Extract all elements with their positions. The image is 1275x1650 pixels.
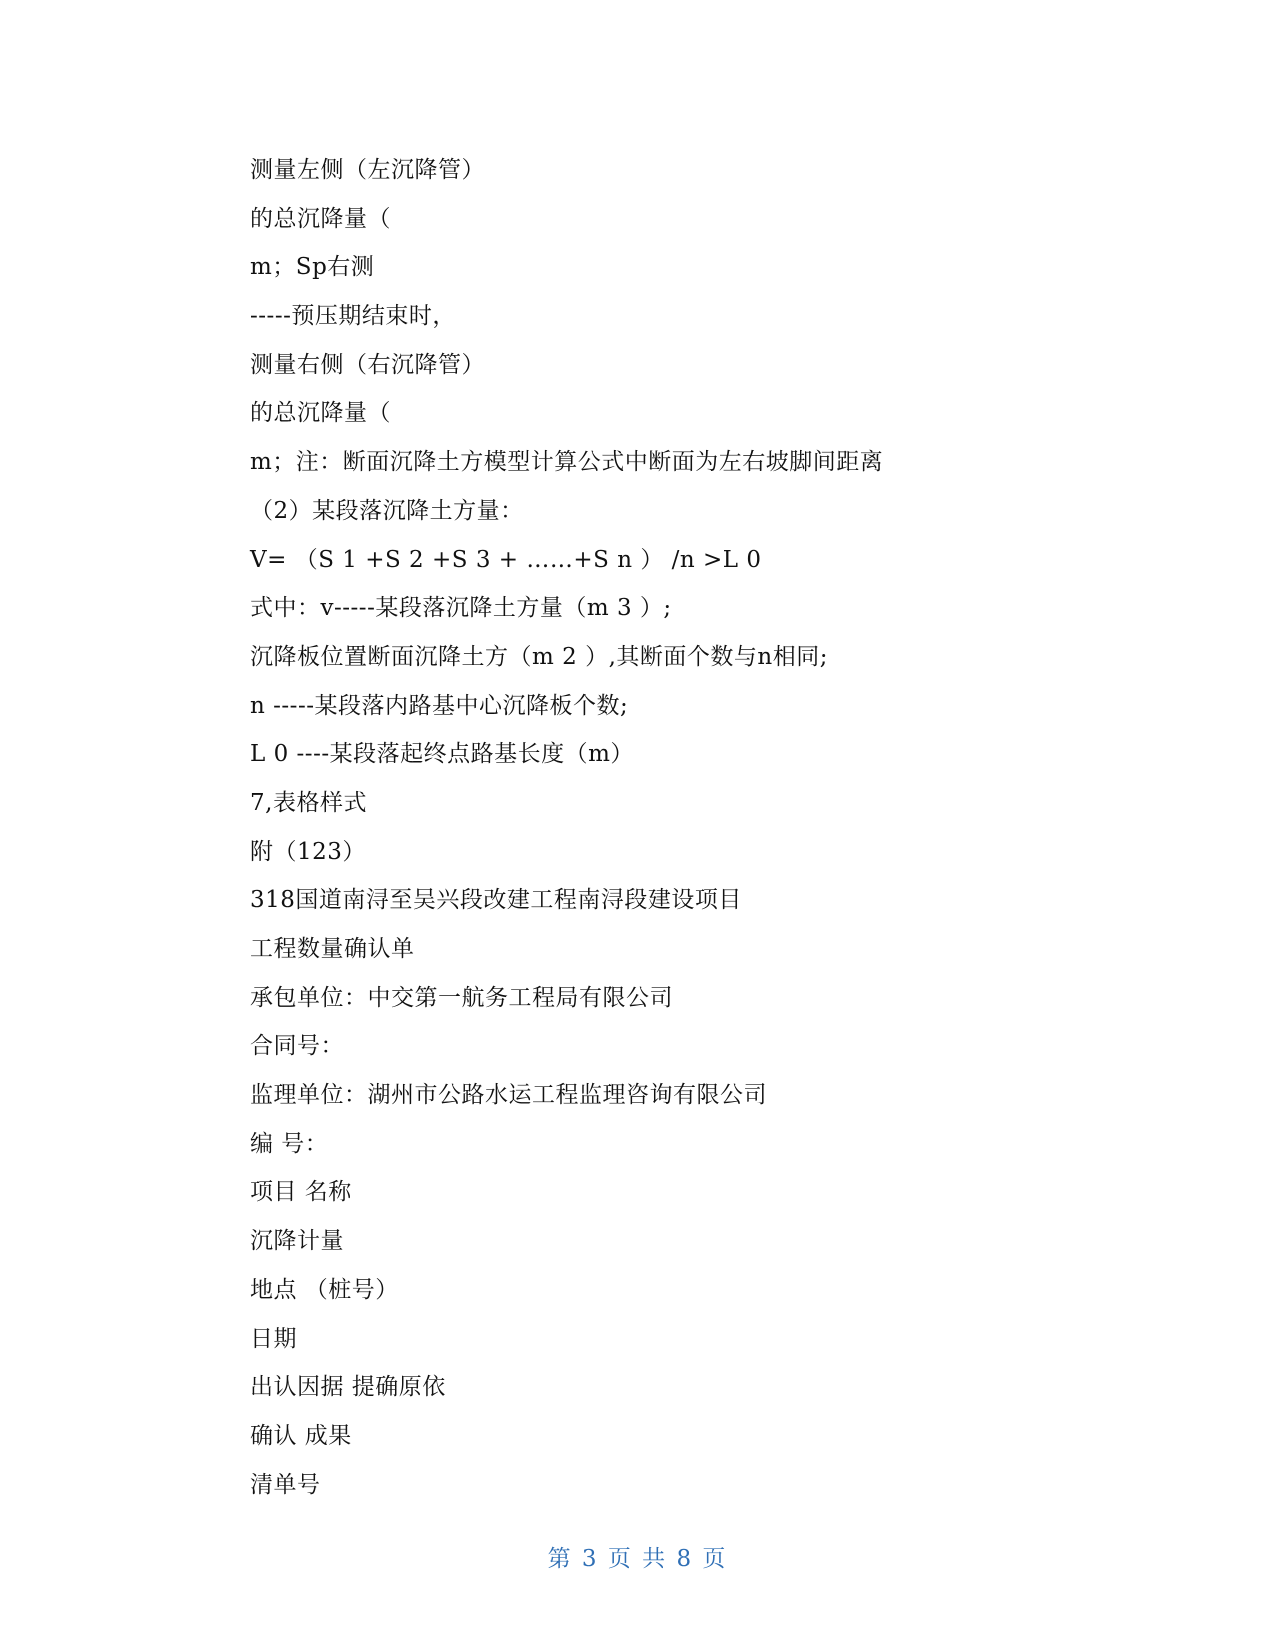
section-heading: 7,表格样式 [250, 789, 367, 816]
text-line: L 0 ----某段落起终点路基长度（m） [250, 741, 634, 768]
text-line: 测量左侧（左沉降管） [250, 157, 485, 183]
page-number-footer: 第 3 页 共 8 页 [547, 1546, 728, 1572]
text-line: 日期 [250, 1325, 297, 1352]
text-line: 确认 成果 [250, 1422, 352, 1449]
text-line: 沉降计量 [250, 1228, 344, 1255]
text-line: 测量右侧（右沉降管） [250, 351, 485, 378]
text-line: 清单号 [250, 1471, 321, 1498]
serial-number-line: 编 号： [250, 1130, 329, 1157]
contractor-line: 承包单位：中交第一航务工程局有限公司 [250, 984, 673, 1011]
contract-number-line: 合同号： [250, 1033, 344, 1060]
text-line: 项目 名称 [250, 1179, 352, 1206]
text-line: m；注：断面沉降土方模型计算公式中断面为左右坡脚间距离 [250, 449, 884, 476]
text-line: m；Sp右测 [250, 254, 375, 281]
text-line: 式中：v-----某段落沉降土方量（m 3 ）; [250, 595, 672, 622]
form-title: 工程数量确认单 [250, 936, 415, 962]
text-line: -----预压期结束时， [250, 303, 456, 330]
formula-line: V= （S 1 +S 2 +S 3 + ……+S n ） /n >L 0 [250, 546, 762, 573]
document-body [250, 146, 1050, 1509]
text-line: 沉降板位置断面沉降土方（m 2 ）,其断面个数与n相同; [250, 643, 828, 670]
text-line: n -----某段落内路基中心沉降板个数; [250, 692, 629, 719]
text-line: 的总沉降量（ [250, 400, 391, 427]
text-line: （2）某段落沉降土方量： [250, 497, 524, 524]
text-line: 地点 （桩号） [250, 1276, 399, 1303]
text-line: 出认因据 提确原依 [250, 1374, 446, 1401]
text-line: 附（123） [250, 838, 366, 865]
project-title: 318国道南浔至吴兴段改建工程南浔段建设项目 [250, 887, 742, 914]
text-line: 的总沉降量（ [250, 205, 391, 232]
supervisor-line: 监理单位：湖州市公路水运工程监理咨询有限公司 [250, 1082, 767, 1109]
